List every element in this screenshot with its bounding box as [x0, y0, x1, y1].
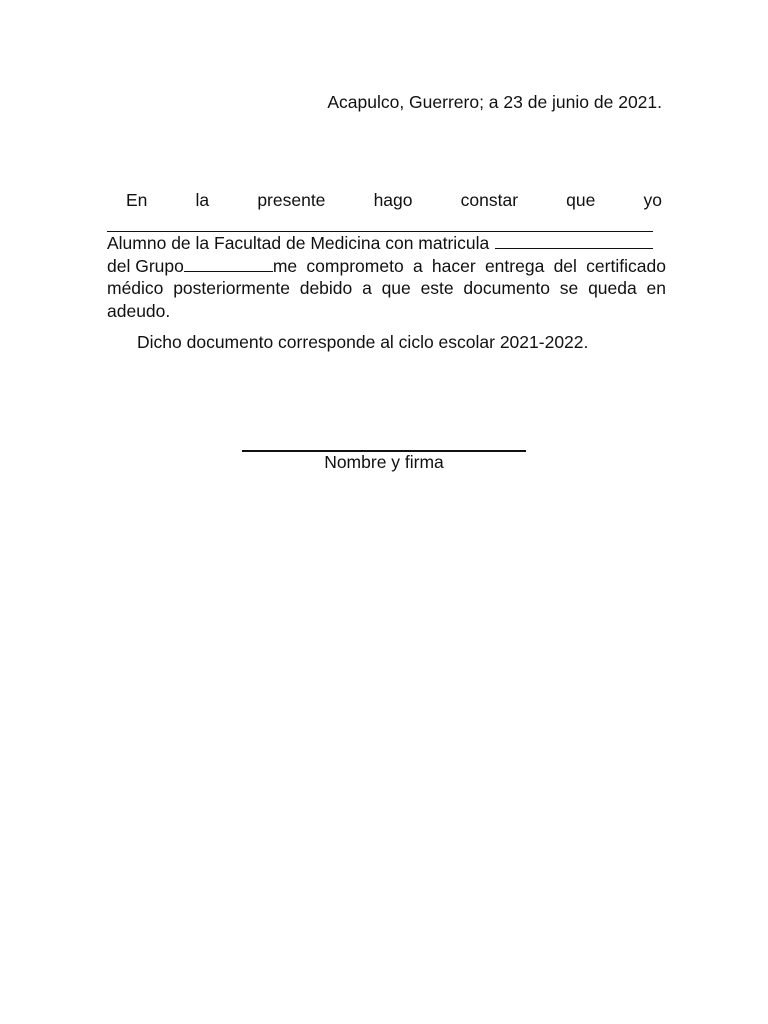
paragraph-word: debido [299, 278, 353, 298]
intro-word: hago [373, 190, 413, 210]
intro-word: presente [257, 190, 326, 210]
intro-line [126, 188, 662, 212]
intro-word: la [195, 190, 210, 210]
paragraph-word: me [272, 255, 298, 276]
paragraph-word: en [646, 278, 666, 298]
paragraph-line [107, 277, 666, 300]
paragraph-text: Alumno de la Facultad de Medicina con matricula [107, 233, 490, 253]
paragraph-word: se [559, 278, 579, 298]
paragraph-line [107, 300, 666, 323]
paragraph-word: médico [107, 278, 164, 298]
paragraph-word: certificado [586, 255, 666, 276]
paragraph-word: queda [588, 278, 637, 298]
intro-word: que [566, 190, 596, 210]
grupo-blank-line[interactable] [184, 271, 273, 272]
date-line: Acapulco, Guerrero; a 23 de junio de 2021. [327, 92, 662, 112]
paragraph-line [107, 232, 666, 255]
signature-label: Nombre y firma [324, 452, 444, 472]
body-paragraph [107, 232, 666, 322]
intro-word: constar [460, 190, 519, 210]
paragraph-word: hacer [431, 255, 476, 276]
group-segment [107, 255, 297, 278]
paragraph-text: del Grupo [107, 255, 184, 276]
paragraph-word: del [553, 255, 577, 276]
paragraph-word: entrega [484, 255, 545, 276]
paragraph-word: este [420, 278, 454, 298]
intro-word: En [126, 190, 148, 210]
paragraph-word: a [412, 255, 423, 276]
paragraph-line [107, 255, 666, 278]
paragraph-text: adeudo. [107, 300, 171, 321]
paragraph-word: comprometo [306, 255, 404, 276]
matricula-blank-line[interactable] [495, 248, 653, 249]
closing-sentence: Dicho documento corresponde al ciclo escolar 2021-2022. [137, 332, 589, 352]
paragraph-word: documento [463, 278, 551, 298]
paragraph-word: a [362, 278, 372, 298]
paragraph-word: posteriormente [173, 278, 290, 298]
intro-word: yo [643, 190, 662, 210]
paragraph-word: que [381, 278, 411, 298]
